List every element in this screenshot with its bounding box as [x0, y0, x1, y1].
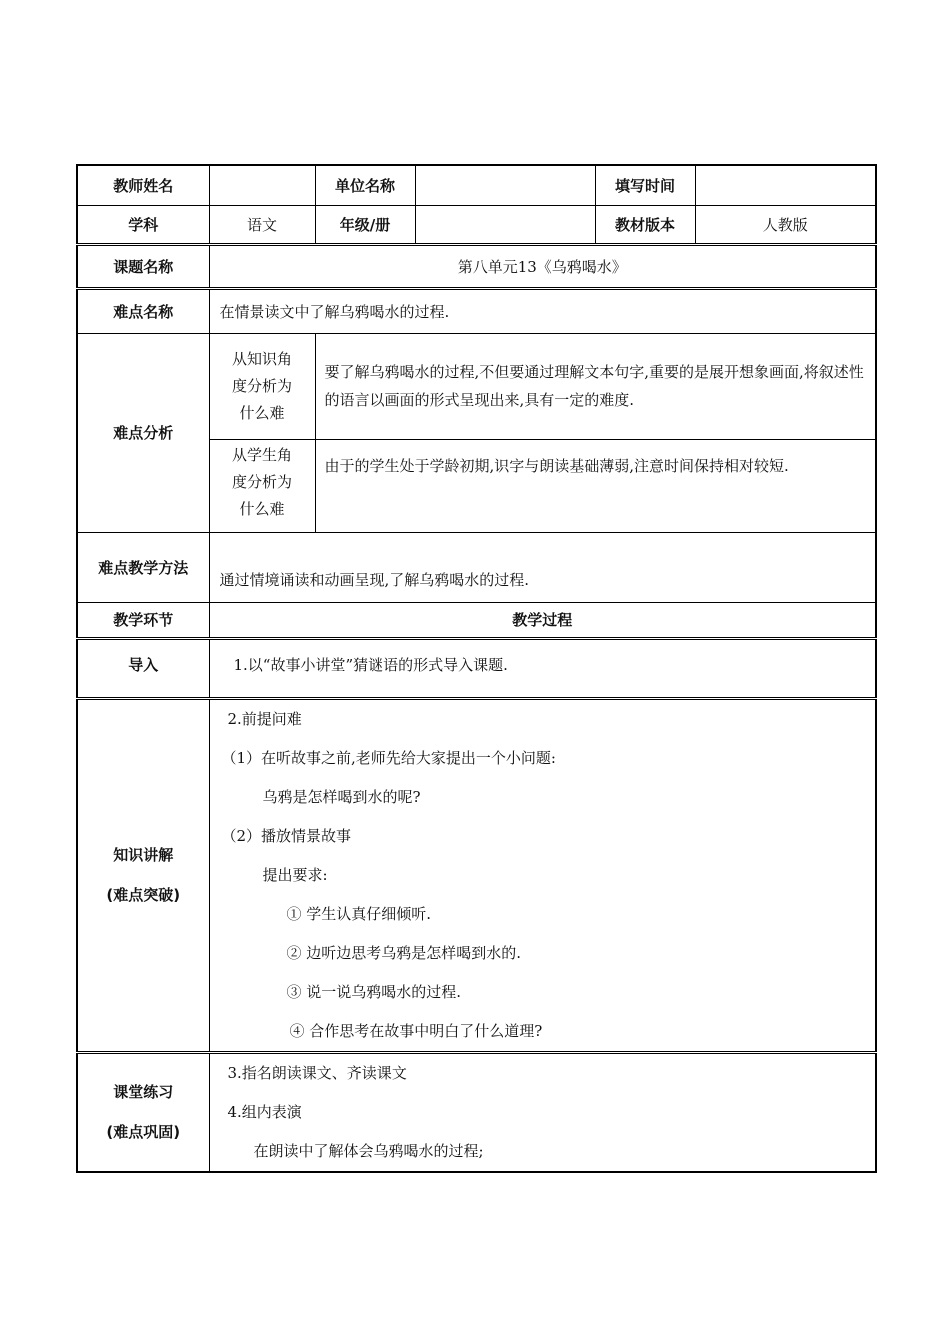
analysis-knowledge-row	[77, 333, 876, 439]
knowledge-label	[77, 698, 209, 1052]
knowledge-label-line-1: 知识讲解	[113, 846, 174, 864]
student-angle-label	[209, 439, 315, 532]
practice-line-3: 在朗读中了解体会乌鸦喝水的过程;	[253, 1141, 484, 1160]
knowledge-line-6: ① 学生认真仔细倾听.	[286, 904, 432, 923]
fill-time-label: 填写时间	[595, 165, 695, 205]
knowledge-label-line-2: (难点突破)	[106, 886, 181, 904]
process-header: 教学过程	[209, 602, 876, 638]
topic-value[interactable]: 第八单元13《乌鸦喝水》	[209, 244, 876, 288]
student-angle-text[interactable]: 由于的学生处于学龄初期,识字与朗读基础薄弱,注意时间保持相对较短.	[315, 439, 876, 532]
textbook-value[interactable]: 人教版	[695, 205, 876, 244]
practice-row	[77, 1052, 876, 1172]
knowledge-row	[77, 698, 876, 1052]
analysis-label: 难点分析	[77, 333, 209, 532]
textbook-label: 教材版本	[595, 205, 695, 244]
method-row	[77, 532, 876, 602]
practice-label-line-1: 课堂练习	[113, 1083, 174, 1102]
subject-value[interactable]: 语文	[209, 205, 315, 244]
practice-line-1: 3.指名朗读课文、齐读课文	[227, 1063, 407, 1082]
student-angle-line-2: 度分析为	[231, 472, 292, 491]
unit-name-field[interactable]	[415, 165, 595, 205]
knowledge-line-1: 2.前提问难	[227, 709, 302, 728]
knowledge-line-8: ③ 说一说乌鸦喝水的过程.	[286, 982, 462, 1001]
difficulty-row	[77, 288, 876, 333]
practice-line-2: 4.组内表演	[227, 1102, 302, 1121]
topic-row	[77, 244, 876, 288]
knowledge-angle-line-3: 什么难	[239, 403, 285, 422]
method-value[interactable]: 通过情境诵读和动画呈现,了解乌鸦喝水的过程.	[209, 532, 876, 602]
difficulty-value[interactable]: 在情景读文中了解乌鸦喝水的过程.	[209, 288, 876, 333]
unit-name-label: 单位名称	[315, 165, 415, 205]
header-row-1	[77, 165, 876, 205]
practice-label	[77, 1052, 209, 1172]
knowledge-angle-label	[209, 333, 315, 439]
fill-time-field[interactable]	[695, 165, 876, 205]
difficulty-label: 难点名称	[77, 288, 209, 333]
method-label: 难点教学方法	[77, 532, 209, 602]
intro-row	[77, 638, 876, 698]
header-row-2	[77, 205, 876, 244]
grade-field[interactable]	[415, 205, 595, 244]
subject-label: 学科	[77, 205, 209, 244]
stage-header: 教学环节	[77, 602, 209, 638]
student-angle-line-3: 什么难	[239, 499, 285, 518]
intro-label: 导入	[77, 638, 209, 698]
process-header-row	[77, 602, 876, 638]
teacher-name-label: 教师姓名	[77, 165, 209, 205]
knowledge-angle-line-2: 度分析为	[231, 376, 292, 395]
knowledge-line-7: ② 边听边思考乌鸦是怎样喝到水的.	[286, 943, 522, 962]
knowledge-angle-text[interactable]: 要了解乌鸦喝水的过程,不但要通过理解文本句字,重要的是展开想象画面,将叙述性的语言以画面的形式呈现出来,具有一定的难度.	[315, 333, 876, 439]
knowledge-line-2: （1）在听故事之前,老师先给大家提出一个小问题:	[221, 748, 556, 767]
knowledge-line-4: （2）播放情景故事	[221, 826, 352, 845]
knowledge-content[interactable]	[209, 698, 876, 1052]
topic-label: 课题名称	[77, 244, 209, 288]
teacher-name-field[interactable]	[209, 165, 315, 205]
grade-label: 年级/册	[315, 205, 415, 244]
practice-label-line-2: (难点巩固)	[106, 1123, 181, 1142]
intro-value[interactable]: 1.以“故事小讲堂”猜谜语的形式导入课题.	[209, 638, 876, 698]
practice-content[interactable]	[209, 1052, 876, 1172]
knowledge-line-5: 提出要求:	[262, 865, 328, 884]
knowledge-angle-line-1: 从知识角	[231, 349, 292, 368]
knowledge-line-9: ④ 合作思考在故事中明白了什么道理?	[289, 1021, 543, 1040]
lesson-plan-table	[76, 164, 877, 1173]
lesson-plan-sheet	[76, 164, 875, 1173]
student-angle-line-1: 从学生角	[231, 445, 292, 464]
knowledge-line-3: 乌鸦是怎样喝到水的呢?	[262, 787, 421, 806]
